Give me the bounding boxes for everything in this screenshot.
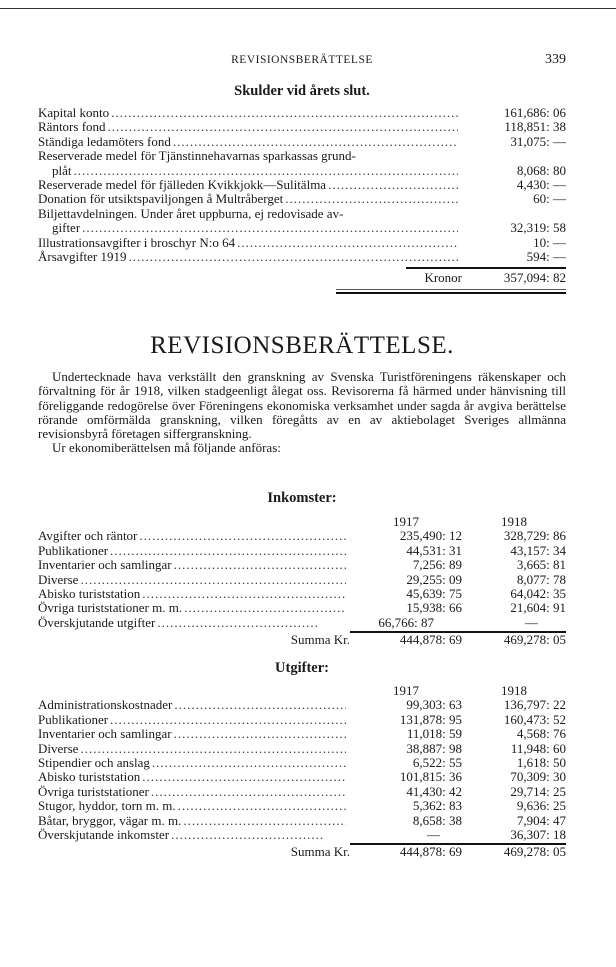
table-row [38,770,566,784]
table-row [38,756,566,770]
row-label-cell [38,164,462,178]
value-1917: 101,815: 36 [399,769,462,785]
row-label: Avgifter och räntor [38,529,138,544]
year-1918: 1918 [501,514,527,529]
row-value: 161,686: 06 [503,105,566,120]
table-row [38,135,566,149]
total-1918: 469,278: 05 [503,844,566,860]
year-1918: 1918 [501,683,527,698]
row-value: 594: — [526,249,566,265]
value-1918: 43,157: 34 [510,542,566,558]
row-label-cell [38,236,462,250]
value-1917: 11,018: 59 [406,726,462,742]
dot-leader [82,221,458,235]
row-label-cell [38,785,350,799]
table-row [38,601,566,615]
value-1918: 4,568: 76 [516,726,566,742]
dot-leader [142,770,346,784]
row-label-cell [38,727,350,741]
row-label-cell [38,616,322,630]
report-paragraph: Undertecknade hava verkställt den granskning av Svenska Turistföreningens räkenskaper och förvaltning för år 1918, vilken stadgeenligt ålegat oss. Revisorerna få härmed under hänvisning till föreliggande redogörelse över Föreningens ekonomiska verksamhet under sagda år avgiva berättelse rörande omförmälda granskning, vilken föregåtts av en av aktiebolaget Sveriges allmänna revisionsbyrå företagen siffergranskning. [38,369,566,442]
total-row [38,633,566,647]
row-label: Övriga turiststationer m. m. [38,601,183,616]
value-1918: 328,729: 86 [503,528,566,544]
row-label: Övriga turiststationer [38,784,149,799]
value-1918: 11,948: 60 [510,740,566,756]
year-1917: 1917 [393,514,419,529]
table-row [38,250,566,264]
table-row [38,192,566,206]
year-header-row [38,684,566,698]
running-title: REVISIONSBERÄTTELSE [231,54,373,66]
total-row [38,845,566,859]
value-1917: 7,256: 89 [412,557,462,573]
page-number: 339 [545,52,566,67]
dot-leader [174,558,346,572]
row-label-cell [38,828,328,842]
dot-leader [108,120,458,134]
table-row [38,814,566,828]
row-label: Publikationer [38,712,109,727]
value-1917: 38,887: 98 [406,740,462,756]
row-label: Stipendier och anslag [38,756,150,771]
value-1918: 136,797: 22 [503,697,566,713]
row-value: 31,075: — [510,133,566,149]
dot-leader [183,814,346,828]
row-label: Abisko turiststation [38,587,141,602]
value-1917: 45,639: 75 [406,586,462,602]
table-row [38,727,566,741]
row-label-cell [38,799,350,813]
row-label: plåt [52,163,72,178]
row-label: Stugor, hyddor, torn m. m. [38,799,176,814]
table-row [38,587,566,601]
total-1917: 444,878: 69 [399,844,462,860]
row-label-cell [38,106,462,120]
row-label: Reserverade medel för Tjänstinnehavarnas sparkassas grund- [38,148,356,164]
row-label-cell [38,178,462,192]
row-label: Kapital konto [38,106,110,120]
value-1917: 41,430: 42 [406,783,462,799]
row-value: 4,430: — [516,177,566,193]
table-row [38,799,566,813]
row-label: Överskjutande inkomster [38,828,170,843]
value-1917: 8,658: 38 [412,812,462,828]
row-value: 8,068: 80 [516,162,566,178]
value-1918: 1,618: 50 [516,755,566,771]
debts-table [38,106,566,294]
row-label: Reserverade medel för fjälleden Kvikkjokk—Sulitälma [38,178,327,193]
total-value: 357,094: 82 [503,270,566,286]
row-label: Räntors fond [38,120,106,135]
dot-leader [110,713,346,727]
total-row [38,271,566,285]
income-table [38,515,566,648]
table-row [38,106,566,120]
dot-leader [80,742,346,756]
value-1917: 29,255: 09 [406,571,462,587]
dot-leader [80,573,346,587]
row-value: 60: — [533,191,566,207]
row-label: Publikationer [38,543,109,558]
total-label: Summa Kr. [290,844,350,860]
value-1917: 15,938: 66 [406,600,462,616]
value-1918: 7,904: 47 [516,812,566,828]
dot-leader [328,178,458,192]
dot-leader [142,587,346,601]
row-label: Diverse [38,572,79,587]
row-label-cell [38,558,350,572]
table-row [38,149,566,163]
value-1917: 5,362: 83 [412,798,462,814]
table-row [38,698,566,712]
dot-leader [157,616,318,630]
dot-leader [173,135,458,149]
value-1918: — [525,614,538,630]
total-1918: 469,278: 05 [503,632,566,648]
value-1917: 131,878: 95 [399,711,462,727]
value-1918: 3,665: 81 [516,557,566,573]
dot-leader [111,106,458,120]
row-label-cell [38,601,350,615]
year-1917: 1917 [393,683,419,698]
row-value: 10: — [533,234,566,250]
table-row [38,573,566,587]
total-rule [406,267,566,269]
dot-leader [171,828,324,842]
dot-leader [128,250,458,264]
value-1918: 70,309: 30 [510,769,566,785]
row-label: Ständiga ledamöters fond [38,134,171,149]
table-row [38,120,566,134]
total-label: Kronor [424,270,462,286]
row-value: 32,319: 58 [510,220,566,236]
row-label-cell [38,544,350,558]
report-text [38,370,566,456]
table-row [38,828,566,842]
dot-leader [74,164,459,178]
dot-leader [237,236,458,250]
row-label: Båtar, bryggor, vägar m. m. [38,813,182,828]
income-heading: Inkomster: [267,490,337,506]
dot-leader [152,756,346,770]
running-header [38,52,566,70]
table-row [38,713,566,727]
row-label: gifter [52,221,81,236]
value-1917: 6,522: 55 [412,755,462,771]
row-label-cell [38,770,350,784]
dot-leader [285,192,458,206]
debts-heading: Skulder vid årets slut. [234,83,370,99]
table-row [38,558,566,572]
row-label-cell [38,698,350,712]
dot-leader [184,601,346,615]
total-1917: 444,878: 69 [399,632,462,648]
dot-leader [139,529,346,543]
row-label: Diverse [38,741,79,756]
table-row [38,616,566,630]
row-label-cell [38,221,462,235]
row-label-cell [38,192,462,206]
row-label: Inventarier och samlingar [38,727,172,742]
row-label: Illustrationsavgifter i broschyr N:o 64 [38,235,236,250]
dot-leader [174,727,346,741]
table-row [38,742,566,756]
value-1918: 9,636: 25 [516,798,566,814]
value-1918: 8,077: 78 [516,571,566,587]
double-rule-bottom [336,292,566,294]
row-label: Årsavgifter 1919 [38,250,127,265]
table-row [38,544,566,558]
value-1918: 29,714: 25 [510,783,566,799]
row-label-cell [38,587,350,601]
value-1918: 21,604: 91 [510,600,566,616]
value-1917: — [427,827,440,843]
expenses-heading: Utgifter: [275,660,329,676]
row-label-cell [38,573,350,587]
year-header-row [38,515,566,529]
table-row [38,207,566,221]
report-title: REVISIONSBERÄTTELSE. [150,332,454,359]
row-label-cell [38,120,462,134]
expenses-table [38,684,566,860]
table-row-continued [38,164,566,178]
row-label-cell [38,742,350,756]
value-1918: 160,473: 52 [503,711,566,727]
table-row [38,236,566,250]
table-row-continued [38,221,566,235]
row-label: Donation för utsiktspaviljongen å Multråberget [38,192,284,207]
row-label-cell [38,250,462,264]
row-label: Överskjutande utgifter [38,615,156,630]
dot-leader [174,698,346,712]
double-rule-top [336,289,566,290]
row-label-cell [38,713,350,727]
top-rule [0,8,616,9]
value-1918: 64,042: 35 [510,586,566,602]
report-paragraph: Ur ekonomiberättelsen må följande anföras: [52,440,281,456]
table-row [38,178,566,192]
row-label-cell [38,814,350,828]
row-label: Abisko turiststation [38,770,141,785]
table-row [38,785,566,799]
table-row [38,529,566,543]
dot-leader [110,544,346,558]
row-label: Biljettavdelningen. Under året uppburna, ej redovisade av- [38,205,344,221]
row-label-cell [38,135,462,149]
value-1917: 235,490: 12 [399,528,462,544]
dot-leader [178,799,346,813]
row-label: Administrationskostnader [38,698,173,713]
value-1917: 44,531: 31 [406,542,462,558]
value-1918: 36,307: 18 [510,827,566,843]
value-1917: 66,766: 87 [378,614,434,630]
row-label-cell [38,529,350,543]
value-1917: 99,303: 63 [406,697,462,713]
row-label: Inventarier och samlingar [38,558,172,573]
row-value: 118,851: 38 [504,119,566,135]
row-label-cell [38,756,350,770]
total-label: Summa Kr. [290,632,350,648]
dot-leader [151,785,346,799]
